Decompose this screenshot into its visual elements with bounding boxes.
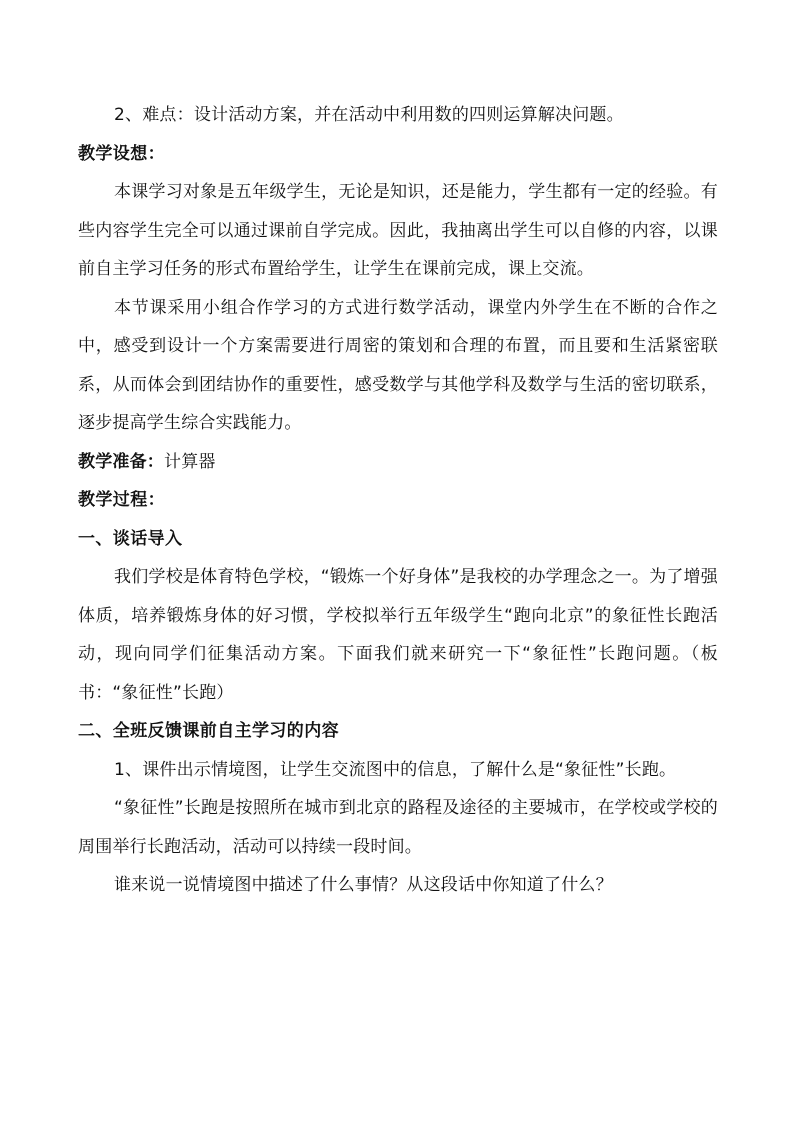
section-2-heading: 二、全班反馈课前自主学习的内容 [78,721,339,741]
preparation-line [78,443,718,482]
section-2-paragraph-2: “象征性”长跑是按照所在城市到北京的路程及途径的主要城市，在学校或学校的周围举行长跑活动，活动可以持续一段时间。 [78,798,718,857]
preparation-value: 计算器 [164,451,216,472]
teaching-idea-paragraph-2: 本节课采用小组合作学习的方式进行数学活动，课堂内外学生在不断的合作之中，感受到设计一个方案需要进行周密的策划和合理的布置，而且要和生活紧密联系，从而体会到团结协作的重要性，感受数学与其他学科及数学与生活的密切联系，逐步提高学生综合实践能力。 [78,297,718,433]
section-1-paragraph: 我们学校是体育特色学校，“锻炼一个好身体”是我校的办学理念之一。为了增强体质，培养锻炼身体的好习惯，学校拟举行五年级学生“跑向北京”的象征性长跑活动，现向同学们征集活动方案。下面我们就来研究一下“象征性”长跑问题。（板书：“象征性”长跑） [78,567,718,703]
section-2-paragraph-1: 1、课件出示情境图，让学生交流图中的信息，了解什么是“象征性”长跑。 [114,759,677,780]
document-body [78,96,718,905]
section-2-paragraph-3: 谁来说一说情境图中描述了什么事情？从这段话中你知道了什么？ [114,875,613,895]
teaching-idea-heading: 教学设想： [78,143,165,164]
difficulty-paragraph: 2、难点：设计活动方案，并在活动中利用数的四则运算解决问题。 [114,105,624,125]
section-1-heading: 一、谈话导入 [78,528,183,549]
preparation-label: 教学准备： [78,451,164,472]
teaching-process-heading: 教学过程： [78,490,165,510]
teaching-idea-paragraph-1: 本课学习对象是五年级学生，无论是知识，还是能力，学生都有一定的经验。有些内容学生完全可以通过课前自学完成。因此，我抽离出学生可以自修的内容，以课前自主学习任务的形式布置给学生，让学生在课前完成，课上交流。 [78,182,718,279]
